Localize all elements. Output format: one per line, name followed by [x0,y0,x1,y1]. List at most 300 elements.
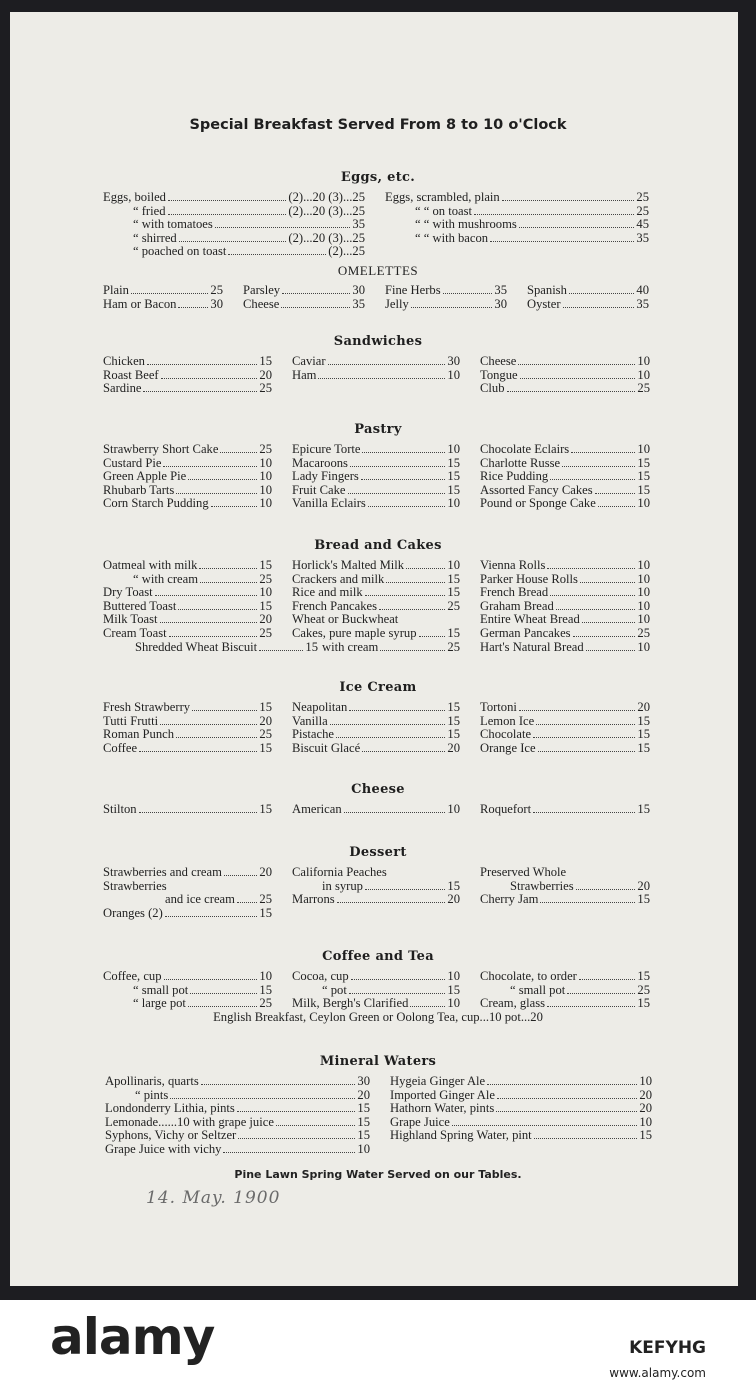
item-price: 15 [447,482,460,497]
menu-item [103,283,223,297]
item-price: 10 [637,639,650,654]
item-price: 25 [637,625,650,640]
item-name: Dry Toast [103,585,153,600]
item-name: Londonderry Lithia, pints [105,1101,235,1116]
item-price: 15 [447,625,460,640]
dot-leader [259,650,303,651]
item-price: 15 [259,905,272,920]
dot-leader [179,241,287,242]
item-name: Strawberry Short Cake [103,442,219,456]
dot-leader [344,812,446,813]
dot-leader [406,568,445,569]
menu-item [292,456,460,470]
menu-column [480,558,650,653]
dot-leader [586,650,636,651]
dot-leader [533,737,635,738]
menu-column [527,283,649,310]
item-name: Strawberries [103,878,167,893]
dot-leader [452,1125,638,1126]
menu-item [480,640,650,654]
menu-item [480,626,650,640]
dot-leader [160,724,257,725]
menu-item [103,714,272,728]
item-price: 15 [447,585,460,600]
item-name: “ small pot [510,982,566,997]
item-name: Parker House Rolls [480,571,578,586]
menu-item [385,283,507,297]
item-name: Coffee, cup [103,969,162,983]
item-name: Tortoni [480,700,517,714]
menu-item [480,558,650,572]
dot-leader [502,200,635,201]
item-price: 15 [447,571,460,586]
menu-item [292,496,460,510]
menu-item [135,640,318,655]
menu-item [103,599,272,613]
item-price: 35 [352,217,365,232]
dot-leader [569,293,635,294]
dot-leader [361,479,446,480]
menu-column [292,442,460,510]
menu-item [105,1115,370,1129]
item-price: 15 [305,639,318,654]
item-name: Chocolate, to order [480,969,577,983]
section-title-coffee: Coffee and Tea [322,949,434,964]
item-name: Eggs, boiled [103,190,166,204]
item-name: Fine Herbs [385,283,441,297]
dot-leader [362,751,445,752]
item-name: Eggs, scrambled, plain [385,190,500,204]
item-name: Cream Toast [103,625,167,640]
dot-leader [519,227,635,228]
menu-item [292,612,460,626]
item-price: 25 [259,381,272,396]
item-price: 10 [637,612,650,627]
item-price: 20 [447,892,460,907]
image-id: KEFYHG [629,1338,706,1358]
item-price: 10 [447,802,460,816]
item-price: 15 [259,982,272,997]
item-price: 10 [447,442,460,456]
dot-leader [139,812,258,813]
item-price: 25 [259,571,272,586]
dot-leader [211,506,258,507]
item-name: Hathorn Water, pints [390,1101,495,1116]
menu-item [480,381,650,395]
menu-column [292,865,460,919]
dot-leader [582,622,636,623]
item-name: Milk, Bergh's Clarified [292,996,409,1011]
item-name: Hygeia Ginger Ale [390,1074,486,1088]
menu-item [243,297,365,311]
menu-column [103,354,272,395]
item-name: Crackers and milk [292,571,385,586]
item-price: 10 [637,571,650,586]
item-name: Plain [103,283,129,297]
dot-leader [165,916,258,917]
menu-item [105,1101,370,1115]
dot-leader [507,391,636,392]
item-price: 15 [447,878,460,893]
item-price: (2)...25 [328,244,365,259]
item-price: 35 [352,296,365,311]
menu-item [103,456,272,470]
dot-leader [147,364,257,365]
item-price: 35 [636,230,649,245]
dot-leader [220,452,257,453]
item-price: 10 [447,496,460,511]
section-title-bread: Bread and Cakes [314,538,442,553]
dot-leader [576,889,636,890]
dot-leader [519,710,636,711]
item-price: 25 [259,625,272,640]
dot-leader [496,1111,637,1112]
menu-item [292,714,460,728]
item-name: “ poached on toast [133,244,227,259]
menu-item [385,190,649,204]
dot-leader [168,214,287,215]
menu-item [292,996,460,1010]
item-price: 10 [447,367,460,382]
item-price: (2)...20 (3)...25 [288,190,365,204]
menu-item [480,879,650,893]
menu-header: Special Breakfast Served From 8 to 10 o'Clock [189,117,567,133]
item-name: Cocoa, cup [292,969,349,983]
section-title-eggs: Eggs, etc. [340,170,416,185]
dot-leader [533,812,635,813]
item-name: Pound or Sponge Cake [480,496,596,511]
item-name: Oyster [527,296,561,311]
item-price: 15 [259,802,272,816]
dot-leader [410,1006,445,1007]
menu-column [480,442,650,510]
item-price: 45 [636,217,649,232]
item-price: (2)...20 (3)...25 [288,230,365,245]
menu-item [243,283,365,297]
item-name: “ pot [322,982,347,997]
item-price: 30 [494,296,507,311]
item-name: Jelly [385,296,409,311]
item-name: Fruit Cake [292,482,346,497]
item-price: 10 [447,558,460,572]
section-note: English Breakfast, Ceylon Green or Oolong Tea, cup...10 pot...20 [213,1009,543,1024]
menu-column [292,700,460,754]
item-name: Lady Fingers [292,469,359,484]
menu-item [105,1128,370,1142]
item-name: Ham or Bacon [103,296,177,311]
item-price: 25 [210,283,223,297]
dot-leader [562,466,635,467]
menu-item [103,231,365,245]
item-price: 35 [636,296,649,311]
dot-leader [164,979,258,980]
dot-leader [520,378,636,379]
item-price: 20 [447,740,460,755]
dot-leader [238,1138,355,1139]
item-price: 25 [259,996,272,1011]
menu-item [385,217,649,231]
item-price: 10 [637,558,650,572]
menu-item [480,469,650,483]
dot-leader [547,568,635,569]
menu-item [480,585,650,599]
item-name: in syrup [322,878,363,893]
dot-leader [330,724,446,725]
menu-item [292,969,460,983]
item-name: “ small pot [133,982,189,997]
menu-item [292,879,460,893]
item-price: 20 [259,367,272,382]
item-name: Biscuit Glacé [292,740,361,755]
item-price: 10 [447,996,460,1011]
item-price: 20 [637,878,650,893]
section-title-pastry: Pastry [354,422,402,437]
dot-leader [443,293,493,294]
menu-column [292,969,460,1010]
item-name: “ shirred [133,230,177,245]
item-name: Macaroons [292,455,348,470]
dot-leader [139,751,257,752]
item-price: 15 [639,1128,652,1143]
menu-item [103,626,272,640]
item-name: Marrons [292,892,335,907]
item-price: 15 [637,969,650,983]
dot-leader [349,710,445,711]
menu-column [105,1074,370,1156]
menu-column [103,700,272,754]
item-name: Rhubarb Tarts [103,482,175,497]
item-name: Vienna Rolls [480,558,546,572]
item-price: 15 [259,558,272,572]
menu-item [103,865,272,879]
dot-leader [368,506,446,507]
menu-item [103,368,272,382]
menu-item [292,599,460,613]
item-name: Buttered Toast [103,598,177,613]
item-price: 10 [637,598,650,613]
item-price: 15 [259,354,272,368]
item-price: 10 [637,367,650,382]
item-price: 20 [259,713,272,728]
menu-item [480,969,650,983]
item-price: 25 [637,982,650,997]
item-price: 15 [447,469,460,484]
menu-column [103,865,272,919]
menu-item [292,727,460,741]
item-price: 10 [639,1114,652,1129]
menu-column [390,1074,652,1156]
dot-leader [337,902,446,903]
item-price: 25 [259,727,272,742]
menu-item [292,354,460,368]
item-price: 10 [637,496,650,511]
dot-leader [201,1084,356,1085]
dot-leader [199,568,257,569]
item-name: Club [480,381,505,396]
item-price: 15 [637,996,650,1011]
menu-item [292,558,460,572]
dot-leader [534,1138,638,1139]
section-cheese-items [103,802,650,816]
item-name: Cream, glass [480,996,546,1011]
menu-item [292,983,460,997]
dot-leader [228,254,326,255]
item-price: 20 [357,1087,370,1102]
menu-column [480,700,650,754]
item-name: Vanilla [292,713,328,728]
menu-item [480,802,650,816]
item-price: (2)...20 (3)...25 [288,203,365,218]
menu-item [390,1074,652,1088]
section-pastry-items [103,442,650,510]
item-name: German Pancakes [480,625,571,640]
dot-leader [386,582,445,583]
item-name: Stilton [103,802,137,816]
menu-item [292,892,460,906]
dot-leader [365,889,445,890]
item-price: 30 [447,354,460,368]
dot-leader [188,479,257,480]
menu-item [105,1142,370,1156]
item-name: Wheat or Buckwheat [292,612,399,627]
dot-leader [350,466,445,467]
item-price: 40 [636,283,649,297]
menu-item [103,190,365,204]
dot-leader [550,595,635,596]
item-name: Syphons, Vichy or Seltzer [105,1128,237,1143]
dot-leader [276,1125,355,1126]
menu-item [480,700,650,714]
menu-column [103,283,223,310]
item-name: Cherry Jam [480,892,539,907]
dot-leader [143,391,257,392]
item-price: 15 [637,740,650,755]
menu-item [103,354,272,368]
dot-leader [580,582,635,583]
item-name: Grape Juice [390,1114,450,1129]
dot-leader [282,293,350,294]
item-price: 30 [210,296,223,311]
dot-leader [155,595,258,596]
menu-item [527,283,649,297]
menu-item [103,879,272,893]
menu-item [480,483,650,497]
item-name: French Bread [480,585,549,600]
menu-column [385,190,649,258]
item-name: Vanilla Eclairs [292,496,366,511]
dot-leader [348,493,446,494]
menu-column [292,354,460,395]
dot-leader [178,307,208,308]
item-name: “ “ with mushrooms [415,217,517,232]
menu-item [480,996,650,1010]
section-title-cheese: Cheese [351,782,405,797]
menu-item [292,802,460,816]
item-name: Strawberries [510,878,574,893]
menu-column [243,283,365,310]
item-price: 25 [637,381,650,396]
item-price: 10 [637,585,650,600]
dot-leader [281,307,350,308]
handwritten-date: 14. May. 1900 [146,1188,281,1208]
dot-leader [536,724,635,725]
menu-item [105,1074,370,1088]
menu-item [105,1088,370,1102]
item-price: 10 [639,1074,652,1088]
menu-item [103,892,272,906]
menu-item [292,865,460,879]
item-price: 15 [259,740,272,755]
dot-leader [176,737,257,738]
dot-leader [474,214,634,215]
item-price: 10 [637,442,650,456]
item-name: Pistache [292,727,334,742]
dot-leader [556,609,636,610]
dot-leader [351,979,446,980]
menu-item [480,442,650,456]
dot-leader [362,452,445,453]
menu-item [527,297,649,311]
dot-leader [518,364,635,365]
item-name: Spanish [527,283,567,297]
dot-leader [223,1152,355,1153]
menu-item [480,496,650,510]
item-price: 10 [637,354,650,368]
menu-item [103,996,272,1010]
item-name: Neapolitan [292,700,348,714]
menu-item [292,368,460,382]
item-name: “ “ with bacon [415,230,489,245]
item-price: 15 [357,1101,370,1116]
dot-leader [365,595,446,596]
section-coffee-items [103,969,650,1010]
menu-item [103,700,272,714]
menu-item [103,217,365,231]
menu-item [103,381,272,395]
item-name: and ice cream [165,892,235,907]
menu-column [103,802,272,816]
item-name: Roast Beef [103,367,159,382]
menu-item [103,496,272,510]
menu-item [480,368,650,382]
menu-item [480,727,650,741]
item-name: Chicken [103,354,145,368]
item-name: Apollinaris, quarts [105,1074,199,1088]
dot-leader [380,650,445,651]
item-name: “ with cream [133,571,199,586]
section-eggs-items [103,190,649,258]
item-price: 15 [447,455,460,470]
menu-column [103,190,365,258]
item-price: 15 [447,713,460,728]
dot-leader [190,993,257,994]
menu-column [480,969,650,1010]
menu-item [292,572,460,586]
item-price: 20 [259,865,272,879]
item-name: Fresh Strawberry [103,700,191,714]
menu-item [103,469,272,483]
item-name: Imported Ginger Ale [390,1087,495,1102]
menu-item [103,727,272,741]
item-name: Strawberries and cream [103,865,222,879]
menu-item [103,483,272,497]
dot-leader [550,479,635,480]
menu-column [103,969,272,1010]
item-price: 15 [447,982,460,997]
menu-item [103,558,272,572]
menu-item [292,442,460,456]
item-name: “ large pot [133,996,186,1011]
